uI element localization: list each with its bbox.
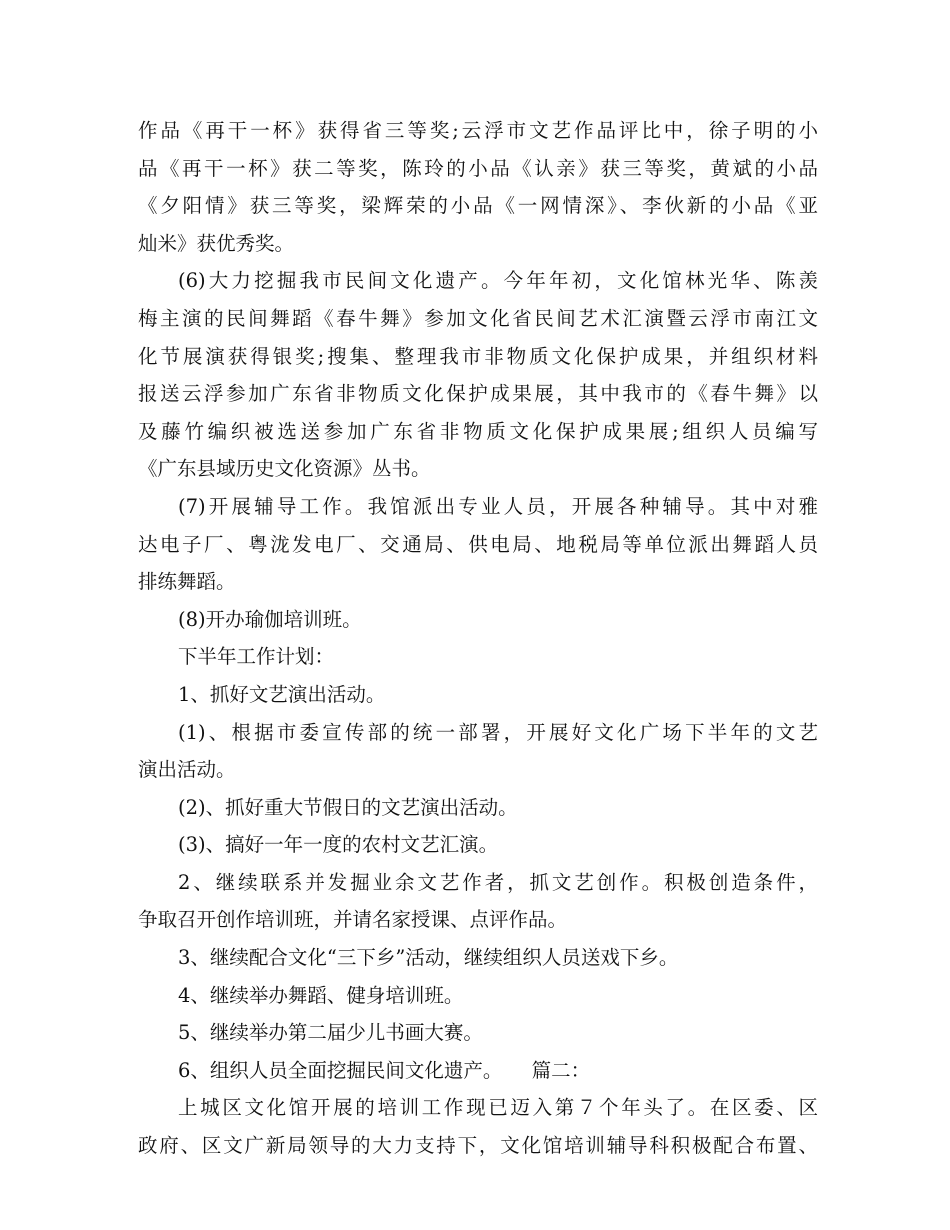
- text-line: 品《再干一杯》获二等奖，陈玲的小品《认亲》获三等奖，黄斌的小品: [138, 156, 818, 180]
- text-line: 《广东县域历史文化资源》丛书。: [138, 457, 431, 481]
- text-line: 化节展演获得银奖;搜集、整理我市非物质文化保护成果，并组织材料: [138, 344, 818, 368]
- paragraph-start-line: (6)大力挖掘我市民间文化遗产。今年年初，文化馆林光华、陈羡: [178, 269, 818, 293]
- list-item-line: (2)、抓好重大节假日的文艺演出活动。: [178, 795, 518, 819]
- text-line: 排练舞蹈。: [138, 570, 236, 594]
- paragraph-start-line: (8)开办瑜伽培训班。: [178, 607, 362, 631]
- list-item-line: 1、抓好文艺演出活动。: [178, 682, 386, 706]
- text-line: 达电子厂、粤泷发电厂、交通局、供电局、地税局等单位派出舞蹈人员: [138, 532, 818, 556]
- text-line: 作品《再干一杯》获得省三等奖;云浮市文艺作品评比中，徐子明的小: [138, 119, 818, 142]
- list-item-line: 5、继续举办第二届少儿书画大赛。: [178, 1021, 483, 1045]
- text-line: 及藤竹编织被选送参加广东省非物质文化保护成果展;组织人员编写: [138, 419, 818, 443]
- list-item-line: 2、继续联系并发掘业余文艺作者，抓文艺创作。积极创造条件，: [178, 870, 818, 894]
- list-item-line: (3)、搞好一年一度的农村文艺汇演。: [178, 833, 499, 857]
- list-item-line: (1)、根据市委宣传部的统一部署，开展好文化广场下半年的文艺: [178, 720, 818, 744]
- text-line: 争取召开创作培训班，并请名家授课、点评作品。: [138, 908, 568, 932]
- section-heading-line: 下半年工作计划：: [178, 645, 335, 669]
- list-item-line: 6、组织人员全面挖掘民间文化遗产。 篇二：: [178, 1058, 591, 1082]
- text-line: 梅主演的民间舞蹈《春牛舞》参加文化省民间艺术汇演暨云浮市南江文: [138, 306, 818, 330]
- paragraph-start-line: (7)开展辅导工作。我馆派出专业人员，开展各种辅导。其中对雅: [178, 494, 818, 518]
- text-line: 政府、区文广新局领导的大力支持下，文化馆培训辅导科积极配合布置、: [138, 1134, 818, 1158]
- text-line: 灿米》获优秀奖。: [138, 231, 295, 255]
- text-line: 报送云浮参加广东省非物质文化保护成果展，其中我市的《春牛舞》以: [138, 382, 818, 406]
- text-line: 演出活动。: [138, 758, 236, 782]
- paragraph-start-line: 上城区文化馆开展的培训工作现已迈入第７个年头了。在区委、区: [178, 1096, 818, 1120]
- list-item-line: 4、继续举办舞蹈、健身培训班。: [178, 983, 464, 1007]
- document-body: [138, 112, 818, 1165]
- text-line: 《夕阳情》获三等奖，梁辉荣的小品《一网情深》、李伙新的小品《亚: [138, 194, 818, 218]
- list-item-line: 3、继续配合文化“三下乡”活动，继续组织人员送戏下乡。: [178, 946, 679, 970]
